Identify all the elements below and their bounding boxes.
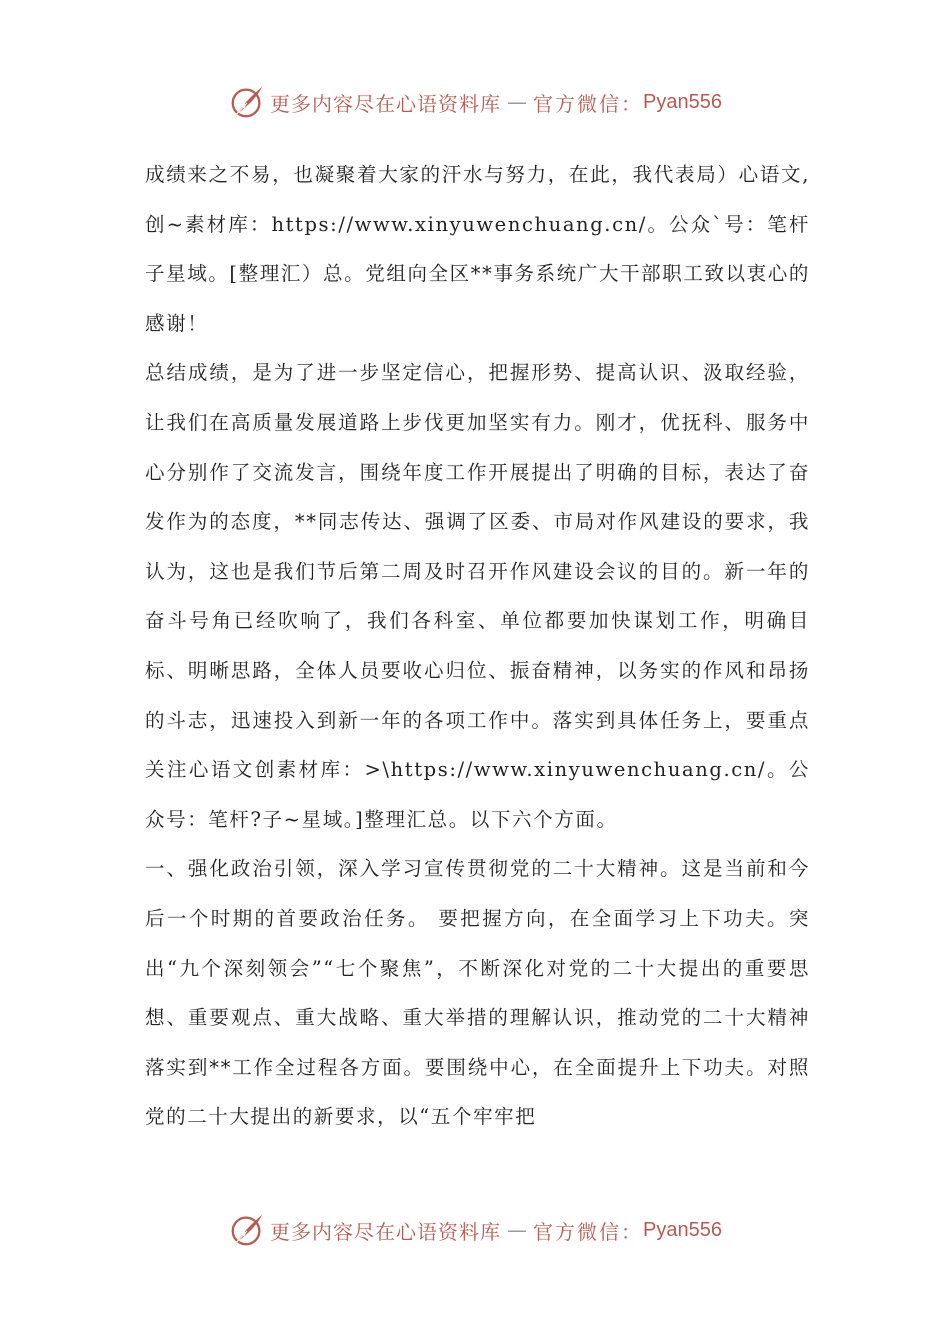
footer-banner [0, 1208, 950, 1252]
banner-title: 更多内容尽在心语资料库 [270, 91, 502, 116]
paragraph-2: 总结成绩，是为了进一步坚定信心，把握形势、提高认识、汲取经验，让我们在高质量发展道路上步伐更加坚实有力。刚才，优抚科、服务中心分别作了交流发言，围绕年度工作开展提出了明确的目标，表达了奋发作为的态度，**同志传达、强调了区委、市局对作风建设的要求，我认为，这也是我们节后第二周及时召开作风建设会议的目的。新一年的奋斗号角已经吹响了，我们各科室、单位都要加快谋划工作，明确目标、明晰思路，全体人员要收心归位、振奋精神，以务实的作风和昂扬的斗志，迅速投入到新一年的各项工作中。落实到具体任务上，要重点关注心语文创素材库：>\https://www.xinyuwenchuang.cn/。公众号：笔杆?子~星域。]整理汇总。以下六个方面。 [145, 361, 810, 831]
banner-wechat-label: 官方微信： [533, 1219, 644, 1244]
banner-separator: — [507, 90, 528, 114]
document-body [145, 150, 810, 1142]
banner-separator: — [507, 1218, 528, 1242]
quill-pen-logo-icon [228, 1211, 266, 1249]
banner-title: 更多内容尽在心语资料库 [270, 1219, 502, 1244]
header-banner [0, 80, 950, 124]
banner-wechat-id: Pyan556 [643, 1218, 722, 1241]
paragraph-1: 成绩来之不易，也凝聚着大家的汗水与努力，在此，我代表局）心语文,创~素材库：https://www.xinyuwenchuang.cn/。公众`号：笔杆子星域。[整理汇）总。党组向全区**事务系统广大干部职工致以衷心的感谢！ [145, 163, 810, 335]
quill-pen-logo-icon [228, 83, 266, 121]
banner-wechat-id: Pyan556 [643, 90, 722, 113]
paragraph-3: 一、强化政治引领，深入学习宣传贯彻党的二十大精神。这是当前和今后一个时期的首要政治任务。 要把握方向，在全面学习上下功夫。突出“九个深刻领会”“七个聚焦”，不断深化对党的二十大提出的重要思想、重要观点、重大战略、重大举措的理解认识，推动党的二十大精神落实到**工作全过程各方面。要围绕中心，在全面提升上下功夫。对照党的二十大提出的新要求，以“五个牢牢把 [145, 857, 810, 1129]
banner-wechat-label: 官方微信： [533, 91, 644, 116]
